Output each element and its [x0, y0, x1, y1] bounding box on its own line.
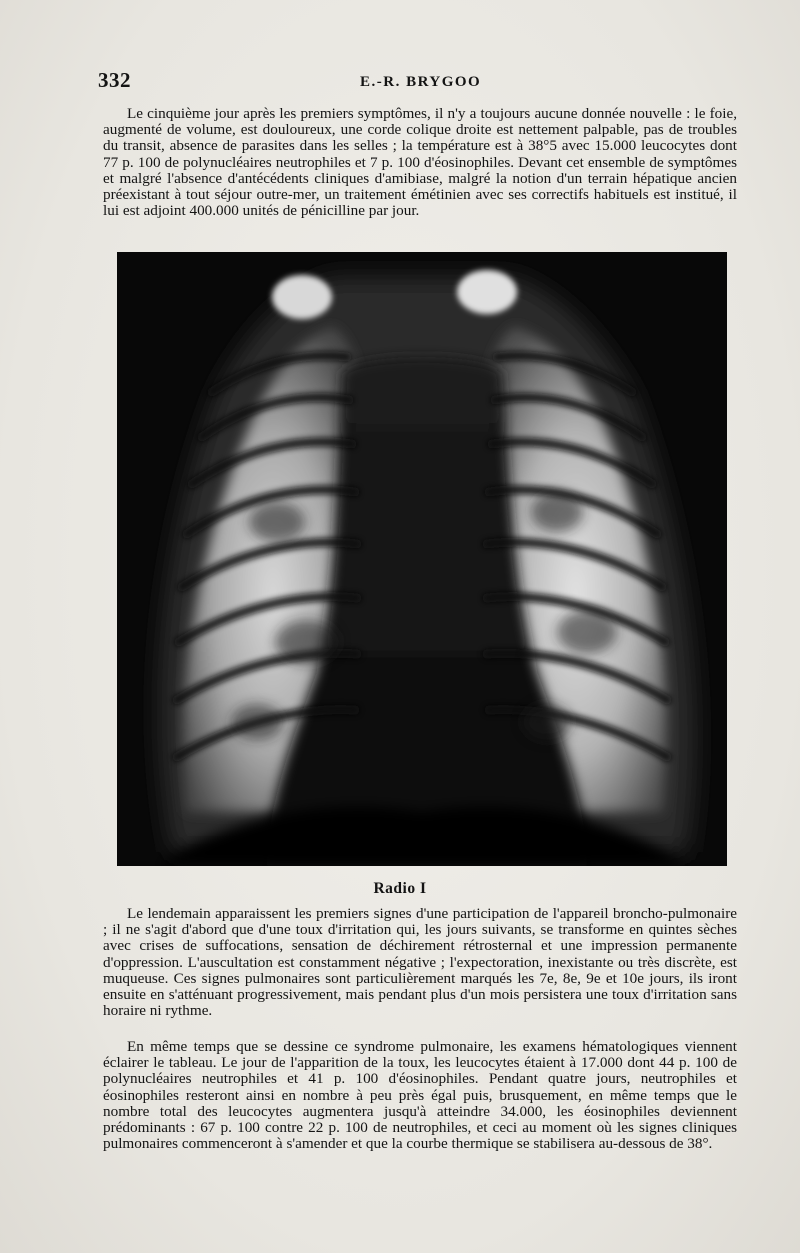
chest-xray-image	[117, 252, 727, 866]
page-header	[98, 68, 738, 98]
paragraph-hematology: En même temps que se dessine ce syndrome pulmonaire, les examens hématologiques viennent éclairer le tableau. Le jour de l'apparition de la toux, les leucocytes étaient à 17.000 dont 44 p. 100 de polynucléaires neutrophiles et 41 p. 100 d'éosinophiles. Pendant quatre jours, neutrophiles et éosinophiles resteront ainsi en nombre à peu près égal puis, brusquement, en même temps que le nombre total des leucocytes augmentera jusqu'à atteindre 34.000, les éosinophiles deviennent prédominants : 67 p. 100 contre 22 p. 100 de neutrophiles, et ceci au moment où les signes cliniques pulmonaires commenceront à s'amender et que la courbe thermique se stabilisera au-dessous de 38°.	[103, 1038, 737, 1153]
paragraph-pulmonary-signs: Le lendemain apparaissent les premiers signes d'une participation de l'appareil broncho-pulmonaire ; il ne s'agit d'abord que d'une toux d'irritation qui, les jours suivants, se transforme en quintes sèches avec crises de suffocations, sensation de déchirement rétrosternal et une impression permanente d'oppression. L'auscultation est constamment négative ; l'expectoration, inexistante ou très discrète, est muqueuse. Ces signes pulmonaires sont particulièrement marqués les 7e, 8e, 9e et 10e jours, ils iront ensuite en s'atténuant progressivement, mais pendant plus d'un mois persistera une toux d'irritation sans horaire ni rythme.	[103, 905, 737, 1020]
chest-xray-icon	[117, 252, 727, 866]
figure-caption: Radio I	[373, 880, 427, 897]
page-number: 332	[98, 68, 131, 92]
running-head: E.-R. BRYGOO	[360, 74, 482, 90]
paragraph-intro: Le cinquième jour après les premiers symptômes, il n'y a toujours aucune donnée nouvelle : le foie, augmenté de volume, est douloureux, une corde colique droite est nettement palpable, pas de troubles du transit, absence de parasites dans les selles ; la température est à 38°5 avec 15.000 leucocytes dont 77 p. 100 de polynucléaires neutrophiles et 7 p. 100 d'éosinophiles. Devant cet ensemble de symptômes et malgré l'absence d'antécédents cliniques d'amibiase, malgré la notion d'un terrain hépatique ancien préexistant à tout séjour outre-mer, un traitement émétinien avec ses correctifs habituels est institué, il lui est adjoint 400.000 unités de pénicilline par jour.	[103, 105, 737, 220]
